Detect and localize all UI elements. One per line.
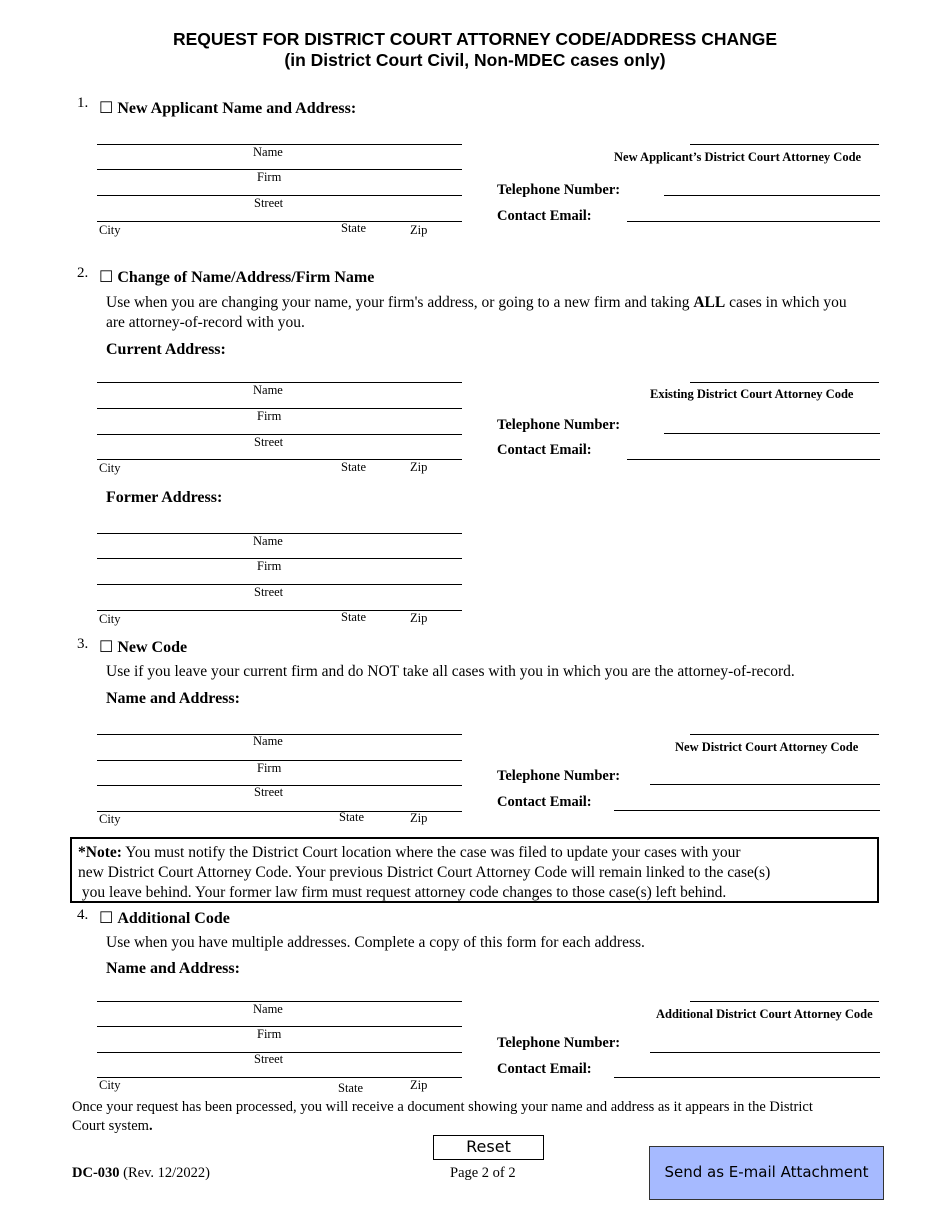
send-email-attachment-button[interactable]: Send as E-mail Attachment	[649, 1146, 884, 1200]
note-line-1: You must notify the District Court location where the case was filed to update your cases with your	[121, 844, 741, 861]
firm-label: Firm	[257, 559, 282, 573]
email-label: Contact Email:	[497, 1061, 592, 1077]
email-label: Contact Email:	[497, 442, 592, 458]
zip-label: Zip	[410, 811, 428, 825]
city-state-zip-line[interactable]	[97, 610, 462, 611]
section-1-checkbox[interactable]: ☐	[99, 100, 114, 117]
street-label: Street	[254, 435, 284, 449]
form-id: DC-030 (Rev. 12/2022)	[72, 1165, 211, 1181]
zip-label: Zip	[410, 460, 428, 474]
telephone-line[interactable]	[650, 784, 880, 785]
state-label: State	[341, 610, 366, 624]
zip-label: Zip	[410, 223, 428, 237]
form-subtitle: (in District Court Civil, Non-MDEC cases only)	[284, 50, 666, 70]
name-label: Name	[253, 383, 283, 397]
form-title: REQUEST FOR DISTRICT COURT ATTORNEY CODE/ADDRESS CHANGE	[172, 29, 778, 49]
city-label: City	[99, 812, 121, 826]
state-label: State	[339, 810, 364, 824]
firm-label: Firm	[257, 761, 282, 775]
city-state-zip-line[interactable]	[97, 459, 462, 460]
section-3-heading	[99, 637, 187, 657]
page-number: Page 2 of 2	[450, 1165, 516, 1181]
zip-label: Zip	[410, 611, 428, 625]
attorney-code-label: New District Court Attorney Code	[675, 740, 859, 754]
section-4-heading-text: Additional Code	[117, 910, 230, 927]
section-2-description: Use when you are changing your name, your firm's address, or going to a new firm and taking ALL cases in which you are attorney-of-record with you.	[106, 294, 847, 331]
section-1-heading-text: New Applicant Name and Address:	[117, 100, 357, 117]
attorney-code-label: Additional District Court Attorney Code	[656, 1007, 873, 1021]
city-state-zip-line[interactable]	[97, 811, 462, 812]
zip-label: Zip	[410, 1078, 428, 1092]
section-2-heading-text: Change of Name/Address/Firm Name	[117, 269, 375, 286]
email-label: Contact Email:	[497, 794, 592, 810]
section-1-heading	[99, 98, 356, 118]
note-line-2: new District Court Attorney Code. Your previous District Court Attorney Code will remain linked to the case(s)	[78, 864, 771, 881]
section-4-heading	[99, 908, 230, 928]
email-line[interactable]	[614, 810, 880, 811]
telephone-line[interactable]	[664, 433, 880, 434]
street-label: Street	[254, 1052, 284, 1066]
city-label: City	[99, 612, 121, 626]
reset-button[interactable]: Reset	[433, 1135, 544, 1160]
telephone-line[interactable]	[664, 195, 880, 196]
name-label: Name	[253, 145, 283, 159]
telephone-label: Telephone Number:	[497, 1035, 621, 1051]
section-2-checkbox[interactable]: ☐	[99, 269, 114, 286]
current-address-label: Current Address:	[106, 341, 226, 358]
street-label: Street	[254, 785, 284, 799]
note-prefix: *Note:	[78, 844, 122, 861]
name-label: Name	[253, 1002, 283, 1016]
section-3-number: 3.	[77, 636, 89, 652]
city-state-zip-line[interactable]	[97, 221, 462, 222]
section-4-description: Use when you have multiple addresses. Complete a copy of this form for each address.	[106, 934, 645, 951]
state-label: State	[338, 1081, 363, 1095]
firm-label: Firm	[257, 1027, 282, 1041]
section-3-description: Use if you leave your current firm and do NOT take all cases with you in which you are the attorney-of-record.	[106, 663, 795, 680]
telephone-line[interactable]	[650, 1052, 880, 1053]
telephone-label: Telephone Number:	[497, 182, 621, 198]
street-label: Street	[254, 585, 284, 599]
section-3-heading-text: New Code	[117, 639, 188, 656]
section-2-heading	[99, 267, 374, 287]
city-label: City	[99, 1078, 121, 1092]
former-address-label: Former Address:	[106, 489, 223, 506]
section-1-number: 1.	[77, 95, 89, 111]
attorney-code-line[interactable]	[690, 734, 879, 735]
email-line[interactable]	[627, 221, 880, 222]
state-label: State	[341, 460, 366, 474]
attorney-code-label: New Applicant’s District Court Attorney Code	[614, 150, 862, 164]
street-label: Street	[254, 196, 284, 210]
closing-text: Once your request has been processed, you will receive a document showing your name and address as it appears in the District Court system.	[72, 1099, 813, 1134]
state-label: State	[341, 221, 366, 235]
attorney-code-line[interactable]	[690, 144, 879, 145]
name-label: Name	[253, 534, 283, 548]
city-label: City	[99, 223, 121, 237]
note-line-3: you leave behind. Your former law firm must request attorney code changes to those case(s) left behind.	[78, 884, 727, 901]
note-box	[70, 837, 879, 903]
firm-label: Firm	[257, 170, 282, 184]
section-4-sub-label: Name and Address:	[106, 960, 240, 977]
email-line[interactable]	[627, 459, 880, 460]
name-label: Name	[253, 734, 283, 748]
attorney-code-label: Existing District Court Attorney Code	[650, 387, 854, 401]
telephone-label: Telephone Number:	[497, 768, 621, 784]
section-4-number: 4.	[77, 907, 89, 923]
section-4-checkbox[interactable]: ☐	[99, 910, 114, 927]
city-label: City	[99, 461, 121, 475]
section-3-sub-label: Name and Address:	[106, 690, 240, 707]
email-line[interactable]	[614, 1077, 880, 1078]
attorney-code-line[interactable]	[690, 1001, 879, 1002]
telephone-label: Telephone Number:	[497, 417, 621, 433]
city-state-zip-line[interactable]	[97, 1077, 462, 1078]
firm-label: Firm	[257, 409, 282, 423]
email-label: Contact Email:	[497, 208, 592, 224]
attorney-code-line[interactable]	[690, 382, 879, 383]
section-2-number: 2.	[77, 265, 89, 281]
section-3-checkbox[interactable]: ☐	[99, 639, 114, 656]
